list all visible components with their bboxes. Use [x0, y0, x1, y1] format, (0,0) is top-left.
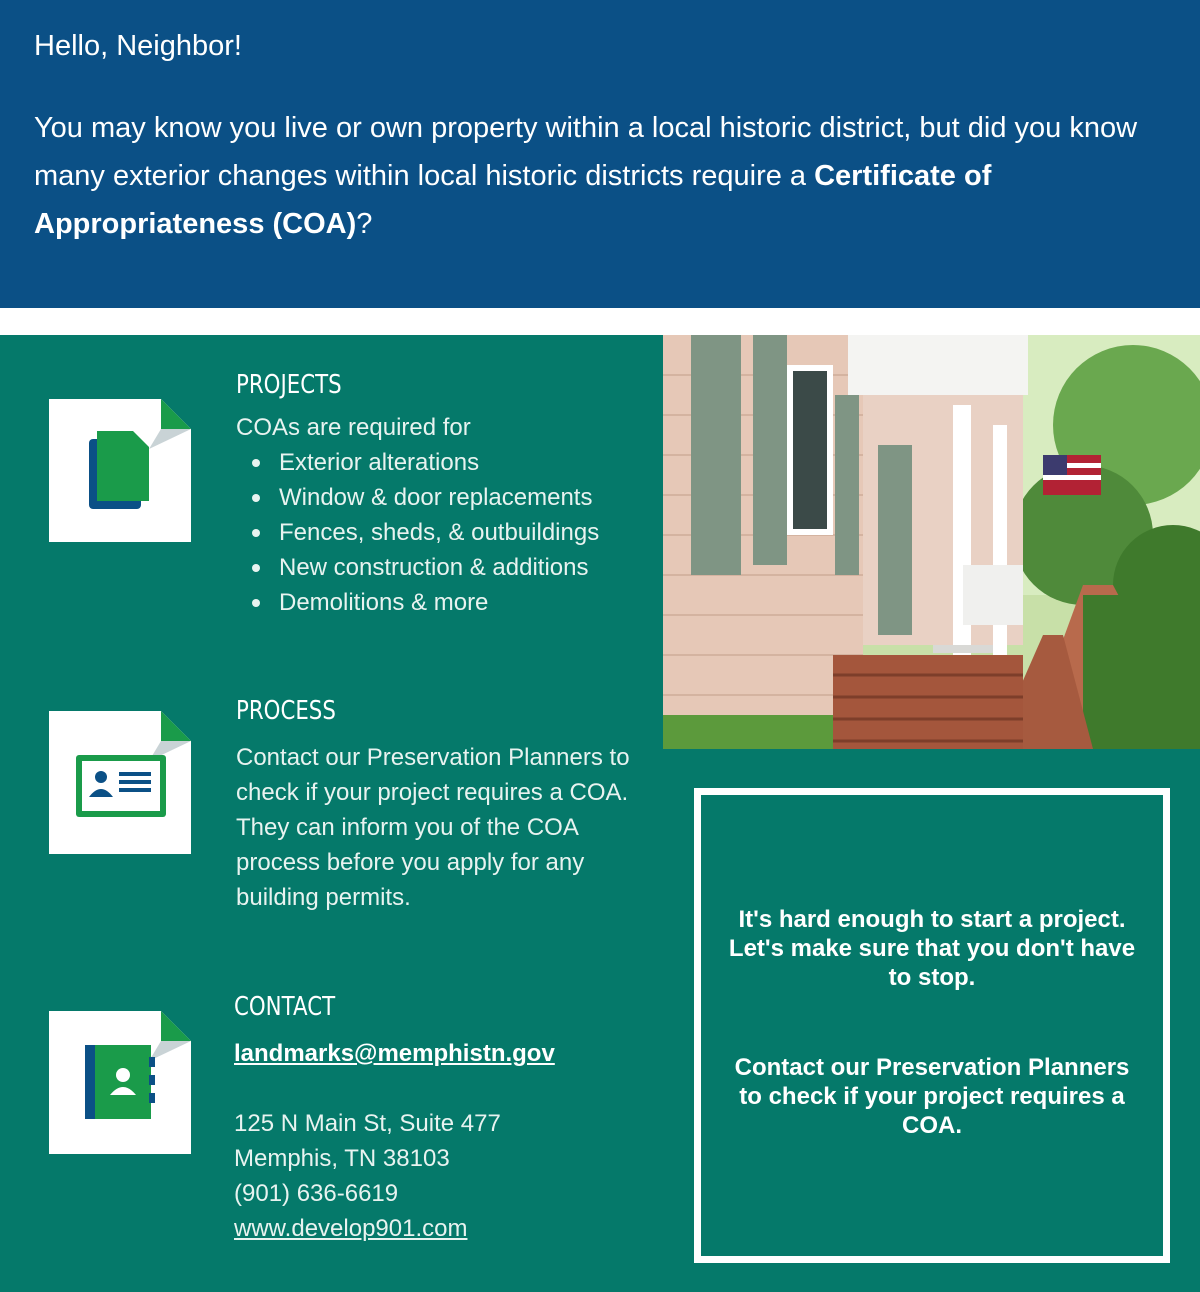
intro-end: ?: [356, 208, 373, 240]
address-line2: Memphis, TN 38103: [234, 1145, 450, 1172]
projects-list: [236, 445, 599, 620]
list-item: Exterior alterations: [236, 445, 599, 480]
id-card-icon: [49, 711, 191, 854]
cta-line2: Contact our Preservation Planners to check if your project requires a COA.: [734, 1054, 1130, 1139]
greeting: Hello, Neighbor!: [34, 30, 242, 62]
house-photo: [663, 335, 1200, 749]
address-line1: 125 N Main St, Suite 477: [234, 1110, 501, 1137]
process-title: PROCESS: [236, 696, 336, 726]
list-item: Fences, sheds, & outbuildings: [236, 515, 599, 550]
intro-bold: Certificate of Appropriateness (COA): [34, 160, 992, 240]
cta-line1: It's hard enough to start a project. Let's make sure that you don't have to stop.: [728, 906, 1136, 991]
list-item: Demolitions & more: [236, 585, 599, 620]
intro-body: You may know you live or own property within a local historic district, but did you know many exterior changes within local historic districts require a: [34, 112, 1138, 192]
process-text: Contact our Preservation Planners to check if your project requires a COA. They can inform you of the COA process before you apply for any building permits.: [236, 744, 630, 911]
intro-text: [34, 104, 1164, 248]
phone-number: (901) 636-6619: [234, 1180, 399, 1207]
header-banner: [0, 0, 1200, 308]
list-item: Window & door replacements: [236, 480, 599, 515]
contact-title: CONTACT: [234, 992, 336, 1022]
document-icon: [49, 399, 191, 542]
projects-title: PROJECTS: [236, 370, 342, 400]
website-link[interactable]: www.develop901.com: [234, 1215, 468, 1242]
list-item: New construction & additions: [236, 550, 599, 585]
projects-lead: COAs are required for: [236, 414, 471, 441]
email-link[interactable]: landmarks@memphistn.gov: [234, 1040, 555, 1067]
address-book-icon: [49, 1011, 191, 1154]
cta-box: [694, 788, 1170, 1263]
